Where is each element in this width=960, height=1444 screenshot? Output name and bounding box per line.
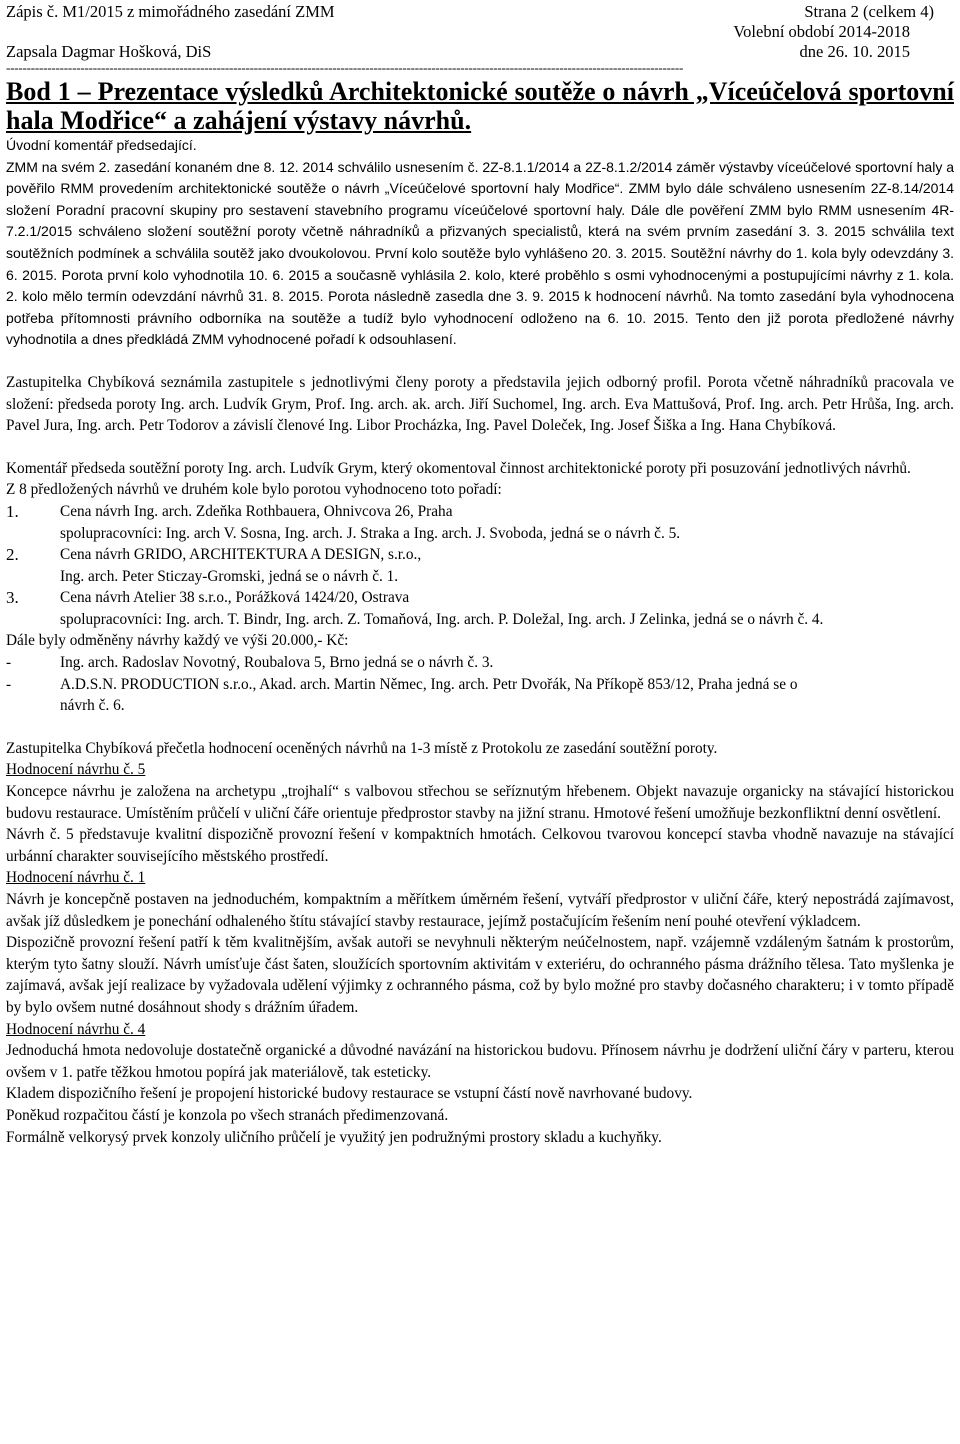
ranking-number: 2. bbox=[6, 545, 19, 565]
ranking-item bbox=[6, 587, 954, 630]
page-number: Strana 2 (celkem 4) bbox=[804, 2, 934, 21]
spacer bbox=[6, 437, 954, 458]
reward-text: A.D.S.N. PRODUCTION s.r.o., Akad. arch. Martin Němec, Ing. arch. Petr Dvořák, Na Příkopě 853/12, Praha jedná se o návrh č. 6. bbox=[60, 675, 798, 715]
chair-comment: Komentář předseda soutěžní poroty Ing. arch. Ludvík Grym, který okomentoval činnost architektonické poroty při posuzování jednotlivých návrhů. bbox=[6, 459, 911, 477]
ranking-number: 1. bbox=[6, 501, 19, 521]
evaluation-section bbox=[6, 867, 954, 1018]
header-row-3 bbox=[6, 42, 954, 62]
evaluation-paragraph: Poněkud rozpačitou částí je konzola po všech stranách předimenzovaná. bbox=[6, 1106, 449, 1124]
ranking-line-2: spolupracovníci: Ing. arch V. Sosna, Ing. arch. J. Straka a Ing. arch. J. Svoboda, jedná se o návrh č. 5. bbox=[60, 524, 681, 542]
intro-text: ZMM na svém 2. zasedání konaném dne 8. 12. 2014 schválilo usnesením č. 2Z-8.1.1/2014 a 2Z-8.1.2/2014 záměr výstavby víceúčelové sportovní haly a pověřilo RMM provedením architektonické soutěže o návrh „Víceúčelové sportovní haly Modřice“. ZMM bylo dále schváleno usnesením 2Z-8.14/2014 složení Poradní pracovní skupiny pro sestavení stavebního programu víceúčelové sportovní haly. Dále dle pověření ZMM bylo RMM usnesením 4R-7.2.1/2015 schváleno složení soutěžní poroty včetně náhradníků a přizvaných specialistů, která na svém prvním zasedání 3. 3. 2015 schválila text soutěžních podmínek a schválila soutěž jako dvoukolovou. První kolo soutěže bylo vyhlášeno 20. 3. 2015. Soutěžní návrhy do 1. kola byly odevzdány 3. 6. 2015. Porota první kolo vyhodnotila 10. 6. 2015 a současně vyhlásila 2. kolo, které proběhlo s osmi vyhodnocenými a postupujícími návrhy z 1. kola. 2. kolo mělo termín odevzdání návrhů 31. 8. 2015. Porota následně zasedla dne 3. 9. 2015 k hodnocení návrhů. Na tomto zasedání byla vyhodnocena potřeba přítomnosti právního odborníka na soutěže a tudíž bylo vyhodnocení odloženo na 6. 10. 2015. Tento den již porota předložené návrhy vyhodnotila a dnes předkládá ZMM vyhodnocené pořadí k odsouhlasení. bbox=[6, 158, 954, 348]
intro-label: Úvodní komentář předsedající. bbox=[6, 137, 197, 153]
evaluation-paragraph: Návrh č. 5 představuje kvalitní dispozičně provozní řešení v kompaktních hmotách. Celkovou tvarovou koncepcí stavba vhodně navazuje na stávající urbánní charakter souvisejícího městského prostředí. bbox=[6, 826, 954, 865]
header-row-1 bbox=[6, 2, 954, 22]
evaluation-heading: Hodnocení návrhu č. 4 bbox=[6, 1020, 146, 1038]
jury-paragraph: Zastupitelka Chybíková seznámila zastupitele s jednotlivými členy poroty a představila jejich odborný profil. Porota včetně náhradníků pracovala ve složení: předseda poroty Ing. arch. Ludvík Grym, Prof. Ing. arch. ak. arch. Jiří Suchomel, Ing. arch. Eva Mattušová, Prof. Ing. arch. Petr Hrůša, Ing. arch. Pavel Jura, Ing. arch. Petr Todorov a závislí členové Ing. Libor Procházka, Ing. Pavel Doleček, Ing. Josef Šiška a Ing. Hana Chybíková. bbox=[6, 373, 954, 435]
header-row-2 bbox=[6, 22, 954, 42]
election-period: Volební období 2014-2018 bbox=[733, 22, 910, 41]
document-title: Zápis č. M1/2015 z mimořádného zasedání ZMM bbox=[6, 2, 335, 21]
spacer bbox=[6, 351, 954, 372]
evaluation-paragraph: Jednoduchá hmota nedovoluje dostatečně organické a důvodné navázání na historickou budovu. Přínosem návrhu je dodržení uliční čáry v parteru, kterou ovšem v 1. patře těžkou hmotou popírá jak materiálově, tak esteticky. bbox=[6, 1042, 954, 1081]
recorded-by: Zapsala Dagmar Hošková, DiS bbox=[6, 42, 212, 61]
evaluation-paragraph: Dispozičně provozní řešení patří k těm kvalitnějším, avšak autoři se nevyhnuli některým neúčelnostem, např. vzájemně vzdáleným šatnám k prostorům, kterým tyto šatny slouží. Návrh umísťuje část šaten, sloužících sportovním aktivitám v exteriéru, do ochranného pásma drážního tělesa. Tato myšlenka je zajímavá, avšak její realizace by vyžadovala udělení výjimky z ochranného pásma, což by bylo možné pro stavby dočasného charakteru; i v tomto případě by bylo ovšem nutné dosáhnout shody s drážním úřadem. bbox=[6, 934, 954, 1016]
ranking-line-2: spolupracovníci: Ing. arch. T. Bindr, Ing. arch. Z. Tomaňová, Ing. arch. P. Doležal, Ing. arch. J Zelinka, jedná se o návrh č. 4. bbox=[60, 610, 824, 628]
header-separator: -------------------------------------------------------------------------------------------------------------------------------------------------------------------- bbox=[6, 61, 684, 75]
reward-item bbox=[6, 674, 954, 717]
protocol-intro: Zastupitelka Chybíková přečetla hodnocení oceněných návrhů na 1-3 místě z Protokolu ze zasedání soutěžní poroty. bbox=[6, 739, 718, 757]
reward-text: Ing. arch. Radoslav Novotný, Roubalova 5, Brno jedná se o návrh č. 3. bbox=[60, 654, 494, 672]
ranking-line-1: Cena návrh Atelier 38 s.r.o., Porážková 1424/20, Ostrava bbox=[60, 589, 410, 607]
evaluation-section bbox=[6, 1019, 954, 1149]
ranking-line-2: Ing. arch. Peter Sticzay-Gromski, jedná se o návrh č. 1. bbox=[60, 567, 399, 585]
evaluation-heading: Hodnocení návrhu č. 1 bbox=[6, 869, 146, 887]
spacer bbox=[6, 717, 954, 738]
rewards-intro: Dále byly odměněny návrhy každý ve výši 20.000,- Kč: bbox=[6, 632, 349, 650]
rewards-list bbox=[6, 652, 954, 717]
evaluation-paragraph: Kladem dispozičního řešení je propojení historické budovy restaurace se vstupní částí nově navrhované budovy. bbox=[6, 1085, 693, 1103]
evaluation-paragraph: Koncepce návrhu je založena na archetypu „trojhalí“ s valbovou střechou se seříznutým hřebenem. Objekt navazuje organicky na stávající historickou budovu restaurace. Umístěním průčelí v uliční čáře orientuje předprostor stavby na jižní stranu. Hmotové řešení umožňuje bezkonfliktní denní osvětlení. bbox=[6, 783, 954, 822]
meeting-date: dne 26. 10. 2015 bbox=[799, 42, 910, 61]
evaluation-section bbox=[6, 759, 954, 867]
reward-dash: - bbox=[6, 654, 12, 672]
page-header bbox=[6, 2, 954, 75]
ranking-item bbox=[6, 544, 954, 587]
ranking-item bbox=[6, 501, 954, 544]
evaluation-paragraph: Návrh je koncepčně postaven na jednoduchém, kompaktním a měřítkem úměrném řešení, vytváří předprostor v uliční čáře, který nepostrádá zajímavost, avšak jíž důsledkem je ponechání odhaleného štítu stávající stavby restaurace, jejímž postačujícím řešením není pouhé otevření výkladcem. bbox=[6, 891, 954, 930]
evaluation-paragraph: Formálně velkorysý prvek konzoly uličního průčelí je využitý jen podružnými prostory skladu a kuchyňky. bbox=[6, 1128, 662, 1146]
reward-item bbox=[6, 652, 954, 674]
ranking-list bbox=[6, 501, 954, 631]
section-title: Bod 1 – Prezentace výsledků Architektonické soutěže o návrh „Víceúčelová sportovní hala Modřice“ a zahájení výstavy návrhů. bbox=[6, 77, 954, 135]
ranking-intro: Z 8 předložených návrhů ve druhém kole bylo porotou vyhodnoceno toto pořadí: bbox=[6, 481, 502, 499]
ranking-number: 3. bbox=[6, 588, 19, 608]
reward-dash: - bbox=[6, 675, 12, 693]
evaluation-heading: Hodnocení návrhu č. 5 bbox=[6, 761, 146, 779]
ranking-line-1: Cena návrh GRIDO, ARCHITEKTURA A DESIGN, s.r.o., bbox=[60, 546, 422, 564]
ranking-line-1: Cena návrh Ing. arch. Zdeňka Rothbauera, Ohnivcova 26, Praha bbox=[60, 502, 453, 520]
